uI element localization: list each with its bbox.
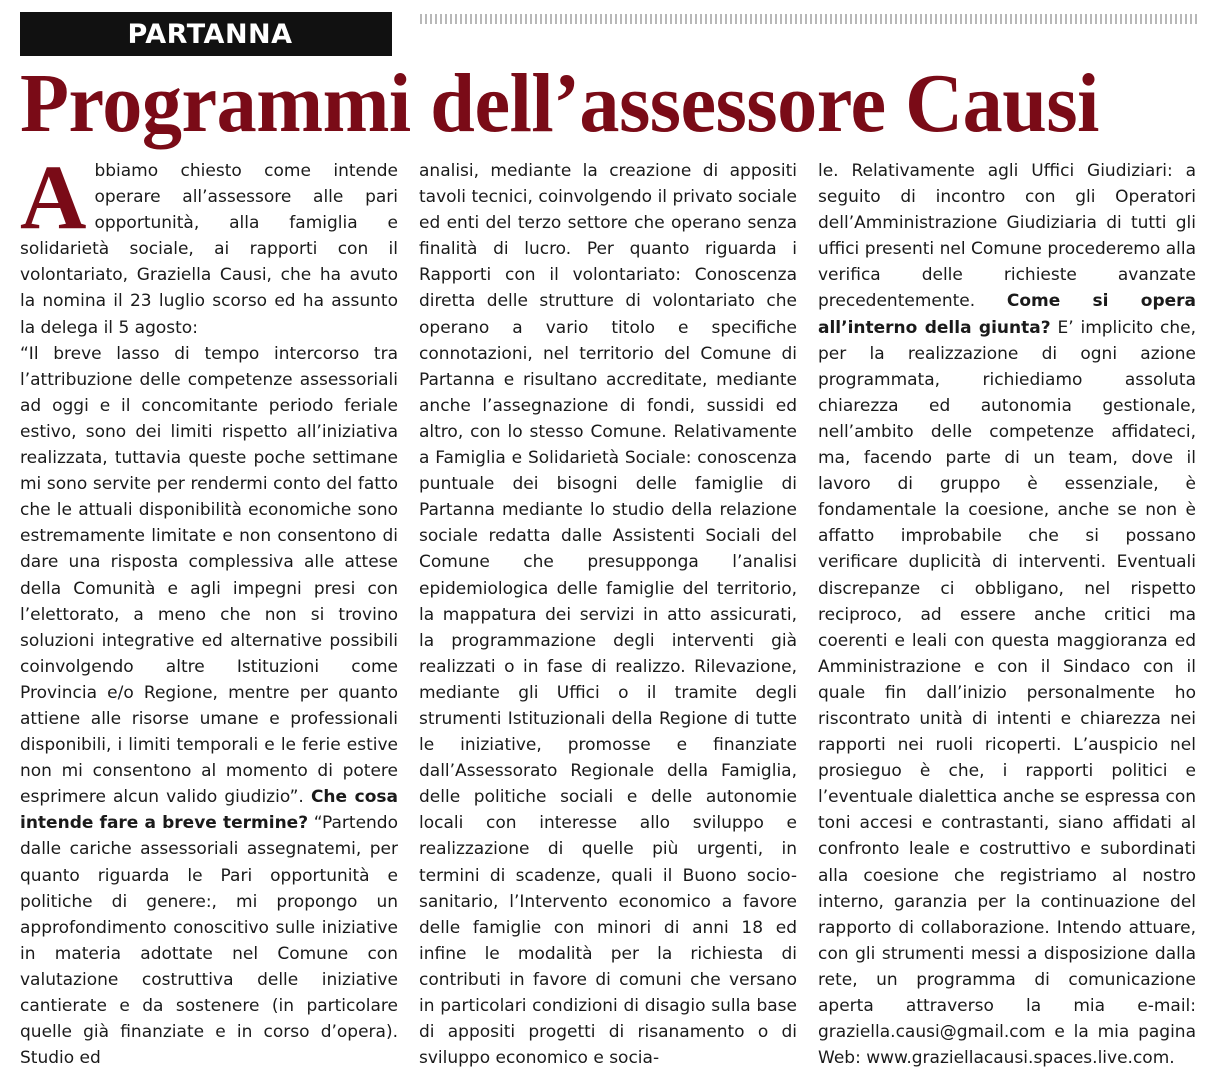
paragraph-quote <box>20 341 398 1072</box>
drop-cap: A <box>20 146 87 248</box>
section-label: PARTANNA <box>127 18 293 50</box>
headline: Programmi dell’assessore Causi <box>20 57 1099 150</box>
paragraph-col3 <box>818 158 1196 1071</box>
question-2: Come si opera all’interno della giunta? <box>818 291 1196 338</box>
col3-text-1: le. Relativamente agli Uffici Giudiziari: a seguito di incontro con gli Operatori dell’Amministrazione Giudiziaria di tutti gli uffici presenti nel Comune procederemo alla verifica delle richieste avanzate precedentemente. <box>818 161 1196 312</box>
section-tag <box>20 12 392 56</box>
question-1: Che cosa intende fare a breve termine? <box>20 787 399 834</box>
article-column-3 <box>818 158 1196 1071</box>
header-rule <box>420 14 1198 24</box>
column-2-text: analisi, mediante la creazione di appositi tavoli tecnici, coinvolgendo il privato sociale ed enti del terzo settore che operano senza finalità di lucro. Per quanto riguarda i Rapporti con il volontariato: Conoscenza diretta delle strutture di volontariato che operano a vario titolo e specifiche connotazioni, nel territorio del Comune di Partanna e risultano accreditate, mediante anche l’assegnazione di fondi, sussidi ed altro, con lo stesso Comune. Relativamente a Famiglia e Solidarietà Sociale: conoscenza puntuale dei bisogni delle famiglie di Partanna mediante lo studio della relazione sociale redatta dalle Assistenti Sociali del Comune che presupponga l’analisi epidemiologica delle famiglie del territorio, la mappatura dei servizi in atto assicurati, la programmazione degli interventi già realizzati o in fase di realizzo. Rilevazione, mediante gli Uffici o il tramite degli strumenti Istituzionali della Regione di tutte le iniziative, promosse e finanziate dall’Assessorato Regionale della Famiglia, delle politiche sociali e delle autonomie locali con interesse allo sviluppo e realizzazione di quelle più urgenti, in termini di scadenze, quali il Buono socio-sanitario, l’Intervento economico a favore delle famiglie con minori di anni 18 ed infine le modalità per la richiesta di contributi in favore di comuni che versano in particolari condizioni di disagio sulla base di appositi progetti di risanamento o di sviluppo economico e socia- <box>419 161 797 1069</box>
article-column-2 <box>419 158 797 1071</box>
answer-1-start: “Partendo dalle cariche assessoriali assegnatemi, per quanto riguarda le Pari opportunità e politiche di genere:, mi propongo un approfondimento conoscitivo sulle iniziative in materia adottate nel Comune con valutazione costruttiva delle iniziative cantierate e da sostenere (in particolare quelle già finanziate e in corso d’opera). Studio ed <box>20 813 398 1069</box>
answer-2: E’ implicito che, per la realizzazione di ogni azione programmata, richiediamo assoluta chiarezza ed autonomia gestionale, nell’ambito delle competenze affidateci, ma, facendo parte di un team, dove il lavoro di gruppo è essenziale, è fondamentale la coesione, anche se non è affatto improbabile che si possano verificare duplicità di interventi. Eventuali discrepanze ci obbligano, nel rispetto reciproco, ad essere anche critici ma coerenti e leali con questa maggioranza ed Amministrazione e con il Sindaco con il quale fin dall’inizio personalmente ho riscontrato unità di intenti e chiarezza nei rapporti nei ruoli ricoperti. L’auspicio nel prosieguo è che, i rapporti politici e l’eventuale dialettica anche se espressa con toni accesi e contrastanti, siano affidati al confronto leale e costruttivo e subordinati alla coesione che registriamo al nostro interno, garanzia per la continuazione del rapporto di collaborazione. Intendo attuare, con gli strumenti messi a disposizione dalla rete, un programma di comunicazione aperta attraverso la mia e-mail: graziella.causi@gmail.com e la mia pagina Web: www.graziellacausi.spaces.live.com. <box>818 317 1196 1069</box>
paragraph-intro <box>20 146 398 341</box>
quote-text: “Il breve lasso di tempo intercorso tra l’attribuzione delle competenze assessoriali ad oggi e il concomitante periodo feriale estivo, sono dei limiti rispetto all’iniziativa realizzata, tuttavia queste poche settimane mi sono servite per rendermi conto del fatto che le attuali disponibilità economiche sono estremamente limitate e non consentono di dare una risposta complessiva alle attese della Comunità e agli impegni presi con l’elettorato, a meno che non si trovino soluzioni integrative ed alternative possibili coinvolgendo altre Istituzioni come Provincia e/o Regione, mentre per quanto attiene alle risorse umane e professionali disponibili, i limiti temporali e le ferie estive non mi consentono al momento di potere esprimere alcun valido giudizio”. <box>20 343 398 808</box>
intro-text: bbiamo chiesto come intende operare all’assessore alle pari opportunità, alla famiglia e solidarietà sociale, ai rapporti con il volontariato, Graziella Causi, che ha avuto la nomina il 23 luglio scorso ed ha assunto la delega il 5 agosto: <box>20 161 398 338</box>
article-column-1 <box>20 146 399 1071</box>
